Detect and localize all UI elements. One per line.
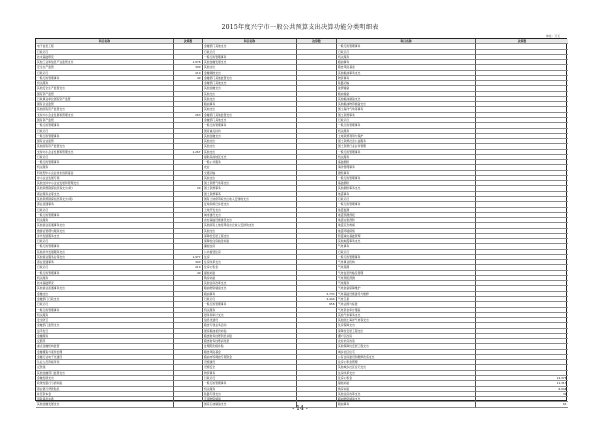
amount-cell: 12,376 xyxy=(476,376,568,381)
item-name-cell: 行政运行 xyxy=(36,129,174,134)
item-name-cell: 金融部门其他监管支出 xyxy=(203,113,297,118)
item-name-cell: 国土资源气象等支出 xyxy=(203,181,297,186)
item-name-cell: 粮油市场调控专项资金 xyxy=(203,355,297,360)
item-name-cell: 安全防卫 xyxy=(36,318,174,323)
item-name-cell: 其他商业服务业等支出 xyxy=(36,255,174,260)
item-name-cell: 农村危房改造 xyxy=(337,339,476,344)
item-name-cell: 海洋管理事务 xyxy=(337,165,476,170)
item-name-cell: 国有资产监管 xyxy=(36,92,174,97)
amount-cell: 5,733 xyxy=(297,292,337,297)
item-name-cell: 地震事务 xyxy=(337,192,476,197)
item-name-cell: 行政运行 xyxy=(36,71,174,76)
item-name-cell: 其他商业流通事务支出 xyxy=(36,286,174,291)
item-name-cell: 一般行政管理事务 xyxy=(36,244,174,249)
item-name-cell: 专项物资储备 xyxy=(203,397,297,402)
item-name-cell: 一般行政管理事务 xyxy=(337,123,476,128)
item-name-cell: 补充资本金 xyxy=(36,392,174,397)
item-name-cell: 支持中小企业发展和管理支出 xyxy=(36,113,174,118)
item-name-cell: 其他支持中小企业发展和管理支出 xyxy=(36,181,174,186)
item-name-cell: 一般行政管理事务 xyxy=(337,176,476,181)
item-name-cell: 其他支出 xyxy=(203,107,297,112)
item-name-cell: 气象事务 xyxy=(337,244,476,249)
item-name-cell: 一般行政管理事务 xyxy=(337,255,476,260)
item-name-cell: 气象服务 xyxy=(337,281,476,286)
item-name-cell: 基础测绘 xyxy=(337,160,476,165)
item-name-cell: 其他国有资产监管支出 xyxy=(36,144,174,149)
item-name-cell: 重点金融机构监管 xyxy=(36,344,174,349)
item-name-cell: 气象事业机构 xyxy=(337,260,476,265)
item-name-cell: 安全生产监管 xyxy=(36,65,174,70)
item-name-cell: 机关服务 xyxy=(203,387,297,392)
amount-cell: 40 xyxy=(174,271,203,276)
item-name-cell: 一般行政管理事务 xyxy=(203,302,297,307)
item-name-cell: 粮食风险基金 xyxy=(203,350,297,355)
item-name-cell: 设施建设 xyxy=(203,360,297,365)
amount-cell: 30 xyxy=(476,392,568,397)
item-name-cell: 防震减灾基础管理 xyxy=(337,234,476,239)
item-name-cell: 一般行政管理事务 xyxy=(36,308,174,313)
item-name-cell: 其他支出 xyxy=(203,139,297,144)
item-name-cell: 气象卫星 xyxy=(337,297,476,302)
amount-cell: 20 xyxy=(174,186,203,191)
item-name-cell: 国家重点扶持 xyxy=(203,129,297,134)
item-name-cell: 援助其他地区支出 xyxy=(203,155,297,160)
item-name-cell: 国土资源事务 xyxy=(203,192,297,197)
item-name-cell: 其他支出 xyxy=(203,144,297,149)
table-header-cell: 决算数 xyxy=(476,39,568,44)
item-name-cell: 能源储备 xyxy=(337,86,476,91)
item-name-cell: 国土资源事务 xyxy=(337,113,476,118)
item-name-cell: 从业人员资格考试 xyxy=(36,360,174,365)
item-name-cell: 金融部门其他监管支出 xyxy=(203,76,297,81)
item-name-cell: 棚户区改造 xyxy=(337,334,476,339)
amount-cell: 658 xyxy=(297,302,337,307)
amount-cell: 11,313 xyxy=(476,381,568,386)
item-name-cell: 行政运行 xyxy=(203,376,297,381)
unit-label: 单位：万元 xyxy=(546,34,560,38)
item-name-cell: 测绘事务 xyxy=(337,171,476,176)
item-name-cell: 其他粮油事务支出 xyxy=(337,71,476,76)
item-name-cell: 金融稽查与案件处理 xyxy=(36,350,174,355)
amount-cell: 300 xyxy=(174,65,203,70)
item-name-cell: 其他资源勘探信息等支出(项) xyxy=(36,197,174,202)
item-name-cell: 城市建设支出 xyxy=(203,213,297,218)
item-name-cell: 农村基础设施建设支出 xyxy=(203,218,297,223)
item-name-cell: 行政运行 xyxy=(337,50,476,55)
item-name-cell: 其他测绘事务支出 xyxy=(337,186,476,191)
item-name-cell: 行政运行 xyxy=(203,50,297,55)
item-name-cell: 金融部门行政支出 xyxy=(36,297,174,302)
table-header-cell: 科目名称 xyxy=(203,39,297,44)
item-name-cell: 征地和拆迁补偿支出 xyxy=(203,202,297,207)
item-name-cell: 住房 xyxy=(203,255,297,260)
item-name-cell: 设施安全 xyxy=(203,365,297,370)
item-name-cell: 电子信息工程 xyxy=(36,44,174,49)
item-name-cell: 金融服务 xyxy=(36,334,174,339)
item-name-cell: 气象法规与标准 xyxy=(337,302,476,307)
item-name-cell: 购房补贴 xyxy=(203,276,297,281)
item-name-cell: 机关服务 xyxy=(36,313,174,318)
item-name-cell: 气象信息传输及管理 xyxy=(337,271,476,276)
item-name-cell: 机关服务 xyxy=(337,129,476,134)
item-name-cell: 公共租赁住房 xyxy=(203,250,297,255)
item-name-cell: 地震环境探察 xyxy=(337,229,476,234)
item-name-cell: 一般行政管理事务 xyxy=(337,202,476,207)
item-name-cell: 反洗钱 xyxy=(36,365,174,370)
item-name-cell: 气象装备保障维护 xyxy=(337,286,476,291)
item-name-cell: 行政运行 xyxy=(337,118,476,123)
item-name-cell: 商业服务业等支出 xyxy=(36,192,174,197)
item-name-cell: 金融调控支出 xyxy=(203,71,297,76)
item-name-cell: 金融部门其他支出 xyxy=(203,118,297,123)
item-name-cell: 政策性银行亏损补贴 xyxy=(36,381,174,386)
item-name-cell: 货币发行 xyxy=(36,329,174,334)
item-name-cell: 科技型中小企业技术创新基金 xyxy=(36,171,174,176)
item-name-cell: 物资事务 xyxy=(337,76,476,81)
item-name-cell: 地震应急救援 xyxy=(337,223,476,228)
item-name-cell: 国有土地使用权出让收入安排的支出 xyxy=(203,197,297,202)
amount-cell: 61 xyxy=(476,402,568,407)
item-name-cell: 一般公共服务 xyxy=(203,160,297,165)
item-name-cell: 土地开发支出 xyxy=(203,208,297,213)
item-name-cell: 粮食风险基金 xyxy=(337,65,476,70)
item-name-cell: 金融发展支出 xyxy=(36,376,174,381)
item-name-cell: 行政运行 xyxy=(36,265,174,270)
item-name-cell: 行政运行 xyxy=(337,197,476,202)
item-name-cell: 粮油事务 xyxy=(337,402,476,407)
item-name-cell: 其他住房改革支出 xyxy=(337,392,476,397)
item-name-cell: 物资事务 xyxy=(203,371,297,376)
item-name-cell: 一般行政管理事务 xyxy=(203,381,297,386)
item-name-cell: 其他住房改革支出 xyxy=(203,281,297,286)
item-name-cell: 粮食财务挂账消化款 xyxy=(203,339,297,344)
item-name-cell: 住房公积金 xyxy=(337,376,476,381)
item-name-cell: 基础测绘 xyxy=(337,181,476,186)
item-name-cell: 其他金融支出 xyxy=(203,134,297,139)
amount-cell: 210 xyxy=(174,71,203,76)
item-name-cell: 其他粮油储备支出 xyxy=(337,97,476,102)
item-name-cell: 住房公积金管理 xyxy=(337,360,476,365)
amount-cell: 40 xyxy=(174,76,203,81)
amount-cell: 263 xyxy=(174,113,203,118)
item-name-cell: 一般行政管理事务 xyxy=(337,150,476,155)
amount-cell: 4,440 xyxy=(297,297,337,302)
item-name-cell: 一般行政管理事务 xyxy=(36,76,174,81)
item-name-cell: 处理陈化粮补贴 xyxy=(203,344,297,349)
item-name-cell: 一般行政管理事务 xyxy=(36,123,174,128)
item-name-cell: 其他涉外发展服务支出 xyxy=(36,250,174,255)
item-name-cell: 机关服务 xyxy=(36,165,174,170)
item-name-cell: 粮油储备 xyxy=(337,92,476,97)
item-name-cell: 购房补贴 xyxy=(337,387,476,392)
item-name-cell: 廉租住房 xyxy=(203,244,297,249)
item-name-cell: 一般行政管理事务 xyxy=(36,160,174,165)
item-name-cell: 一般行政管理事务 xyxy=(36,213,174,218)
item-name-cell: 支持中小企业发展和管理支出 xyxy=(36,150,174,155)
item-name-cell: 住房公积金 xyxy=(203,265,297,270)
item-name-cell: 一般行政管理事务 xyxy=(203,123,297,128)
item-name-cell: 机关服务 xyxy=(36,218,174,223)
item-name-cell: 其他支出 xyxy=(203,97,297,102)
item-name-cell: 地震监测 xyxy=(337,208,476,213)
item-name-cell: 粮油事务 xyxy=(337,60,476,65)
item-name-cell: 粮食财务挂账利息补贴 xyxy=(203,334,297,339)
item-name-cell: 金融部门监管支出 xyxy=(36,323,174,328)
item-name-cell: 其他商业流通事务支出 xyxy=(36,223,174,228)
item-name-cell: 反假币 xyxy=(36,339,174,344)
item-name-cell: 保障性安居工程支出 xyxy=(337,329,476,334)
item-name-cell: 商业银行贷款贴息 xyxy=(36,387,174,392)
item-name-cell: 金融支出 xyxy=(36,292,174,297)
item-name-cell: 一般行政管理事务 xyxy=(36,134,174,139)
item-name-cell: 行政运行 xyxy=(36,155,174,160)
amount-cell: 1,977 xyxy=(174,255,203,260)
item-name-cell: 提租补贴 xyxy=(337,381,476,386)
item-name-cell: 粮油事务 xyxy=(203,102,297,107)
item-name-cell: 住房改革支出 xyxy=(203,260,297,265)
item-name-cell: 其他工业和信息产业监管支出 xyxy=(36,60,174,65)
item-name-cell: 气象探测 xyxy=(337,265,476,270)
item-name-cell: 行政运行 xyxy=(36,208,174,213)
item-name-cell: 其他金融发展支出 xyxy=(203,60,297,65)
item-name-cell: 保障性安居工程支出 xyxy=(203,234,297,239)
item-name-cell: 国有企业监管 xyxy=(36,139,174,144)
item-name-cell: 其他支出 xyxy=(203,65,297,70)
item-name-cell: 城乡社区住宅 xyxy=(337,350,476,355)
item-name-cell: 其他保障性安居工程支出 xyxy=(337,344,476,349)
item-name-cell: 风险基金补助 xyxy=(36,397,174,402)
item-name-cell: 一般行政管理事务 xyxy=(36,271,174,276)
item-name-cell: 其他支出 xyxy=(203,229,297,234)
item-name-cell: 住房改革支出 xyxy=(337,371,476,376)
item-name-cell: 地震灾害预防 xyxy=(337,218,476,223)
item-name-cell: 粮油物资储备支出 xyxy=(203,286,297,291)
item-name-cell: 粮食专项业务活动 xyxy=(203,323,297,328)
item-name-cell: 国有企业监管 xyxy=(36,102,174,107)
item-name-cell: 其他城乡社区住宅支出 xyxy=(337,365,476,370)
item-name-cell: 一般行政管理事务 xyxy=(337,44,476,49)
item-name-cell: 住房保障支出 xyxy=(337,323,476,328)
item-name-cell: 其他支出 xyxy=(203,150,297,155)
item-name-cell: 行政事业单位国有资产监管 xyxy=(36,97,174,102)
page-number: - 14 - xyxy=(292,405,308,412)
item-name-cell: 国有资产监管 xyxy=(36,118,174,123)
item-name-cell: 其他金融部门监管支出 xyxy=(36,371,174,376)
item-name-cell: 行政运行 xyxy=(36,239,174,244)
item-name-cell: 财务和审计支出 xyxy=(203,313,297,318)
item-name-cell: 气象预报预测 xyxy=(337,276,476,281)
item-name-cell: 其他国有土地使用权出让收入安排的支出 xyxy=(203,223,297,228)
amount-cell: 300 xyxy=(174,260,203,265)
item-name-cell: 其他国土海洋气象等支出 xyxy=(337,318,476,323)
item-name-cell: 中小企业发展专项 xyxy=(36,176,174,181)
table-header-cell: 科目名称 xyxy=(36,39,174,44)
item-name-cell: 国家石油储备支出 xyxy=(203,402,297,407)
item-name-cell: 技术基础研究 xyxy=(36,281,174,286)
item-name-cell: 交通运输 xyxy=(203,171,297,176)
item-name-cell: 其他安全生产监管支出 xyxy=(36,86,174,91)
amount-cell: 1,267 xyxy=(174,150,203,155)
item-name-cell: 土地资源利用与保护 xyxy=(337,134,476,139)
item-name-cell: 金融部门其他支出 xyxy=(203,81,297,86)
item-name-cell: 涉外发展服务支出 xyxy=(36,234,174,239)
item-name-cell: 农业 xyxy=(203,165,297,170)
item-name-cell: 粮油事务 xyxy=(203,292,297,297)
item-name-cell: 机关服务 xyxy=(36,81,174,86)
item-name-cell: 行政运行 xyxy=(203,297,297,302)
table-grid xyxy=(36,39,566,408)
table-header-cell: 决算数 xyxy=(297,39,337,44)
item-name-cell: 粮油物资储备支出 xyxy=(337,397,476,402)
item-name-cell: 行政运行 xyxy=(36,302,174,307)
item-name-cell: 其他国有资产监管支出 xyxy=(36,107,174,112)
item-name-cell: 机关服务 xyxy=(337,55,476,60)
item-name-cell: 其他资源勘探信息等支出(款) xyxy=(36,186,174,191)
item-name-cell: 气象资金审计稽查 xyxy=(337,308,476,313)
item-name-cell: 其他粮油物资储备支出 xyxy=(337,102,476,107)
item-name-cell: 国家粮油差价补贴 xyxy=(203,329,297,334)
item-name-cell: 铁路运输 xyxy=(337,81,476,86)
page-title: 2015年度兴宁市一般公共预算支出决算功能分类明细表 xyxy=(221,24,379,31)
amount-cell: 1,976 xyxy=(174,60,203,65)
item-name-cell: 机关服务 xyxy=(337,155,476,160)
item-name-cell: 气象基础设施建设与维修 xyxy=(337,292,476,297)
table-header-cell: 科目名称 xyxy=(337,39,476,44)
item-name-cell: 机关服务 xyxy=(36,276,174,281)
item-name-cell: 行政运行 xyxy=(36,50,174,55)
amount-cell: 210 xyxy=(174,265,203,270)
item-name-cell: 商业流通事务 xyxy=(36,202,174,207)
item-name-cell: 其他地震事务支出 xyxy=(337,239,476,244)
item-name-cell: 商业流通事务 xyxy=(36,260,174,265)
amount-cell: 6,048 xyxy=(476,387,568,392)
item-name-cell: 一般行政管理事务 xyxy=(203,55,297,60)
item-name-cell: 机关服务 xyxy=(203,308,297,313)
item-name-cell: 地震预测预报 xyxy=(337,213,476,218)
item-name-cell: 国土资源行业业务管理 xyxy=(337,144,476,149)
item-name-cell: 金融部门其他支出 xyxy=(203,44,297,49)
table-header-cell: 决算数 xyxy=(174,39,203,44)
item-name-cell: 国土资源社会公益服务 xyxy=(337,139,476,144)
item-name-cell: 其他支出 xyxy=(203,92,297,97)
item-name-cell: 金融行业电子化建设 xyxy=(36,355,174,360)
item-name-cell: 国土海洋气象等事务 xyxy=(337,107,476,112)
item-name-cell: 铁路专项支出 xyxy=(203,392,297,397)
item-name-cell: 公有住房建设和维修改造支出 xyxy=(337,355,476,360)
item-name-cell: 技术基础研究 xyxy=(36,55,174,60)
item-name-cell: 其他支出 xyxy=(203,176,297,181)
item-name-cell: 其他气象事务支出 xyxy=(337,313,476,318)
item-name-cell: 旅游业管理与服务支出 xyxy=(36,229,174,234)
budget-table xyxy=(35,38,567,407)
item-name-cell: 国土资源事务 xyxy=(203,186,297,191)
item-name-cell: 保障性住房租金补贴 xyxy=(203,239,297,244)
item-name-cell: 信息化建设 xyxy=(203,318,297,323)
item-name-cell: 行政运行 xyxy=(337,250,476,255)
item-name-cell: 其他金融支出 xyxy=(203,86,297,91)
item-name-cell: 提租补贴 xyxy=(203,271,297,276)
item-name-cell: 其他金融发展支出 xyxy=(36,402,174,407)
